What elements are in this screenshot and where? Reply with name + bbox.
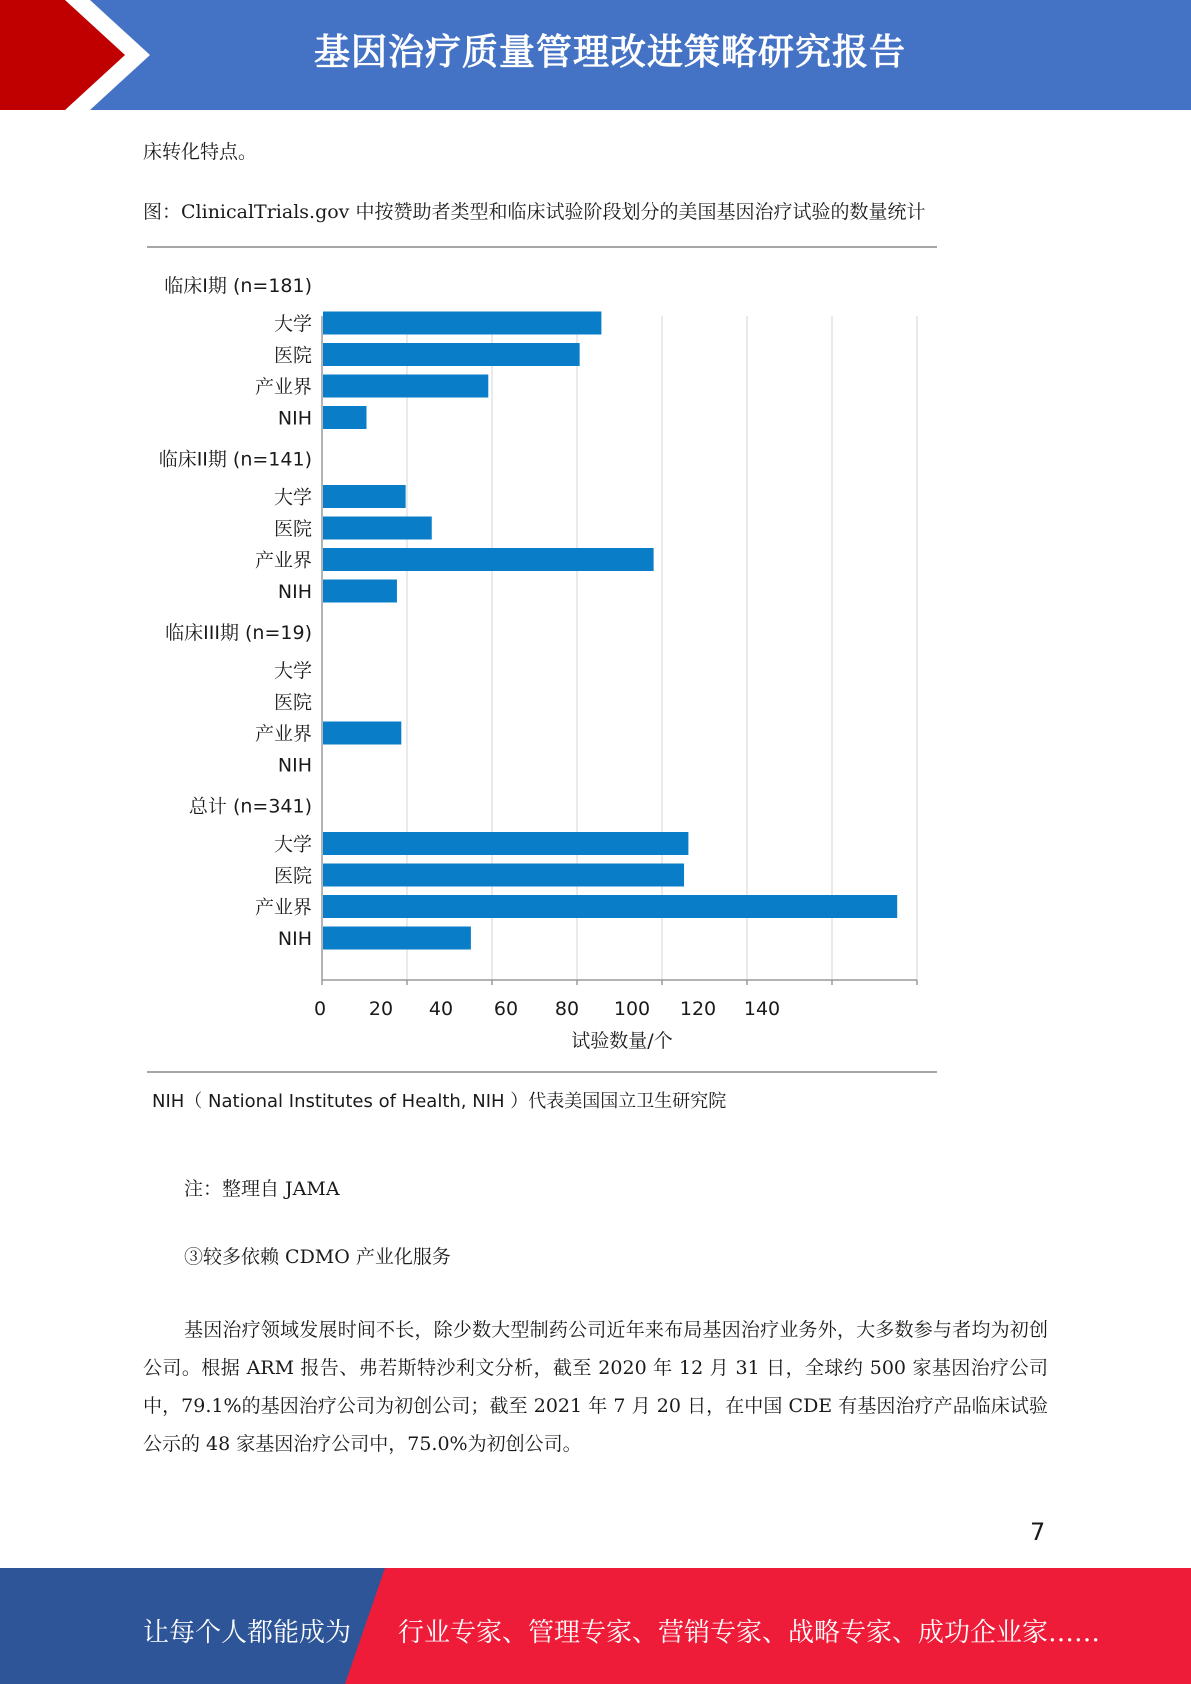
category-label: 产业界 <box>254 549 312 572</box>
bar <box>323 580 397 603</box>
bar <box>323 312 601 335</box>
x-axis-label: 试验数量/个 <box>571 1030 673 1050</box>
category-label: 产业界 <box>254 723 312 745</box>
category-label: 医院 <box>273 691 312 714</box>
bar <box>323 722 401 745</box>
page-number: 7 <box>1030 1518 1046 1546</box>
group-label: 临床I期 (n=181) <box>164 275 312 297</box>
category-label: 医院 <box>273 865 312 887</box>
bar <box>323 375 488 398</box>
bar <box>323 406 367 429</box>
x-tick-label: 20 <box>368 998 394 1020</box>
x-tick-label: 40 <box>428 998 454 1020</box>
group-label: 总计 (n=341) <box>188 795 312 818</box>
nih-note: NIH（ National Institutes of Health, NIH ）代表美国国立卫生研究院 <box>152 1091 727 1112</box>
page-header <box>0 0 1191 110</box>
footer-slogan-right: 行业专家、管理专家、营销专家、战略专家、成功企业家…… <box>398 1618 1101 1648</box>
category-label: 大学 <box>273 660 312 682</box>
bar <box>323 927 471 950</box>
bar <box>323 517 432 540</box>
group-label: 临床II期 (n=141) <box>158 448 312 471</box>
body-paragraph: 基因治疗领域发展时间不长，除少数大型制药公司近年来布局基因治疗业务外，大多数参与者均为初创公司。根据 ARM 报告、弗若斯特沙利文分析，截至 2020 年 12 月 31 日，全球约 500 家基因治疗公司中，79.1%的基因治疗公司为初创公司；截至 2021 年 7 月 20 日，在中国 CDE 有基因治疗产品临床试验公示的 48 家基因治疗公司中，75.0%为初创公司。 <box>143 1319 1048 1455</box>
x-tick-label: 0 <box>313 998 327 1020</box>
section-heading: ③较多依赖 CDMO 产业化服务 <box>184 1246 451 1268</box>
category-label: 大学 <box>273 313 312 335</box>
x-tick-label: 60 <box>493 998 519 1020</box>
figure-bottom-rule <box>147 1071 937 1073</box>
group-label: 临床III期 (n=19) <box>165 622 312 644</box>
category-label: 医院 <box>273 518 312 540</box>
header-arrow-decoration <box>0 0 160 110</box>
x-tick-label: 140 <box>743 998 781 1020</box>
lead-text: 床转化特点。 <box>143 141 258 163</box>
page-footer <box>0 1568 1191 1684</box>
footer-slogan-left: 让每个人都能成为 <box>143 1618 352 1648</box>
x-tick-label: 100 <box>613 998 651 1020</box>
bar-chart <box>140 250 940 1050</box>
category-label: 大学 <box>273 833 312 856</box>
category-label: 大学 <box>273 486 312 509</box>
bar <box>323 343 580 366</box>
bar <box>323 548 654 571</box>
bar <box>323 895 897 918</box>
category-label: NIH <box>277 754 312 777</box>
category-label: NIH <box>277 928 312 950</box>
x-tick-label: 120 <box>679 998 717 1020</box>
bar <box>323 485 406 508</box>
bar <box>323 864 684 887</box>
category-label: 产业界 <box>254 376 312 398</box>
category-label: NIH <box>277 581 312 603</box>
category-label: 产业界 <box>254 896 312 919</box>
source-note: 注：整理自 JAMA <box>184 1178 340 1200</box>
category-label: 医院 <box>273 344 312 367</box>
figure-top-rule <box>147 246 937 248</box>
bar <box>323 832 688 855</box>
figure-caption: 图：ClinicalTrials.gov 中按赞助者类型和临床试验阶段划分的美国基因治疗试验的数量统计 <box>143 201 926 223</box>
header-title: 基因治疗质量管理改进策略研究报告 <box>313 32 906 73</box>
x-tick-label: 80 <box>554 998 580 1020</box>
category-label: NIH <box>277 407 312 430</box>
